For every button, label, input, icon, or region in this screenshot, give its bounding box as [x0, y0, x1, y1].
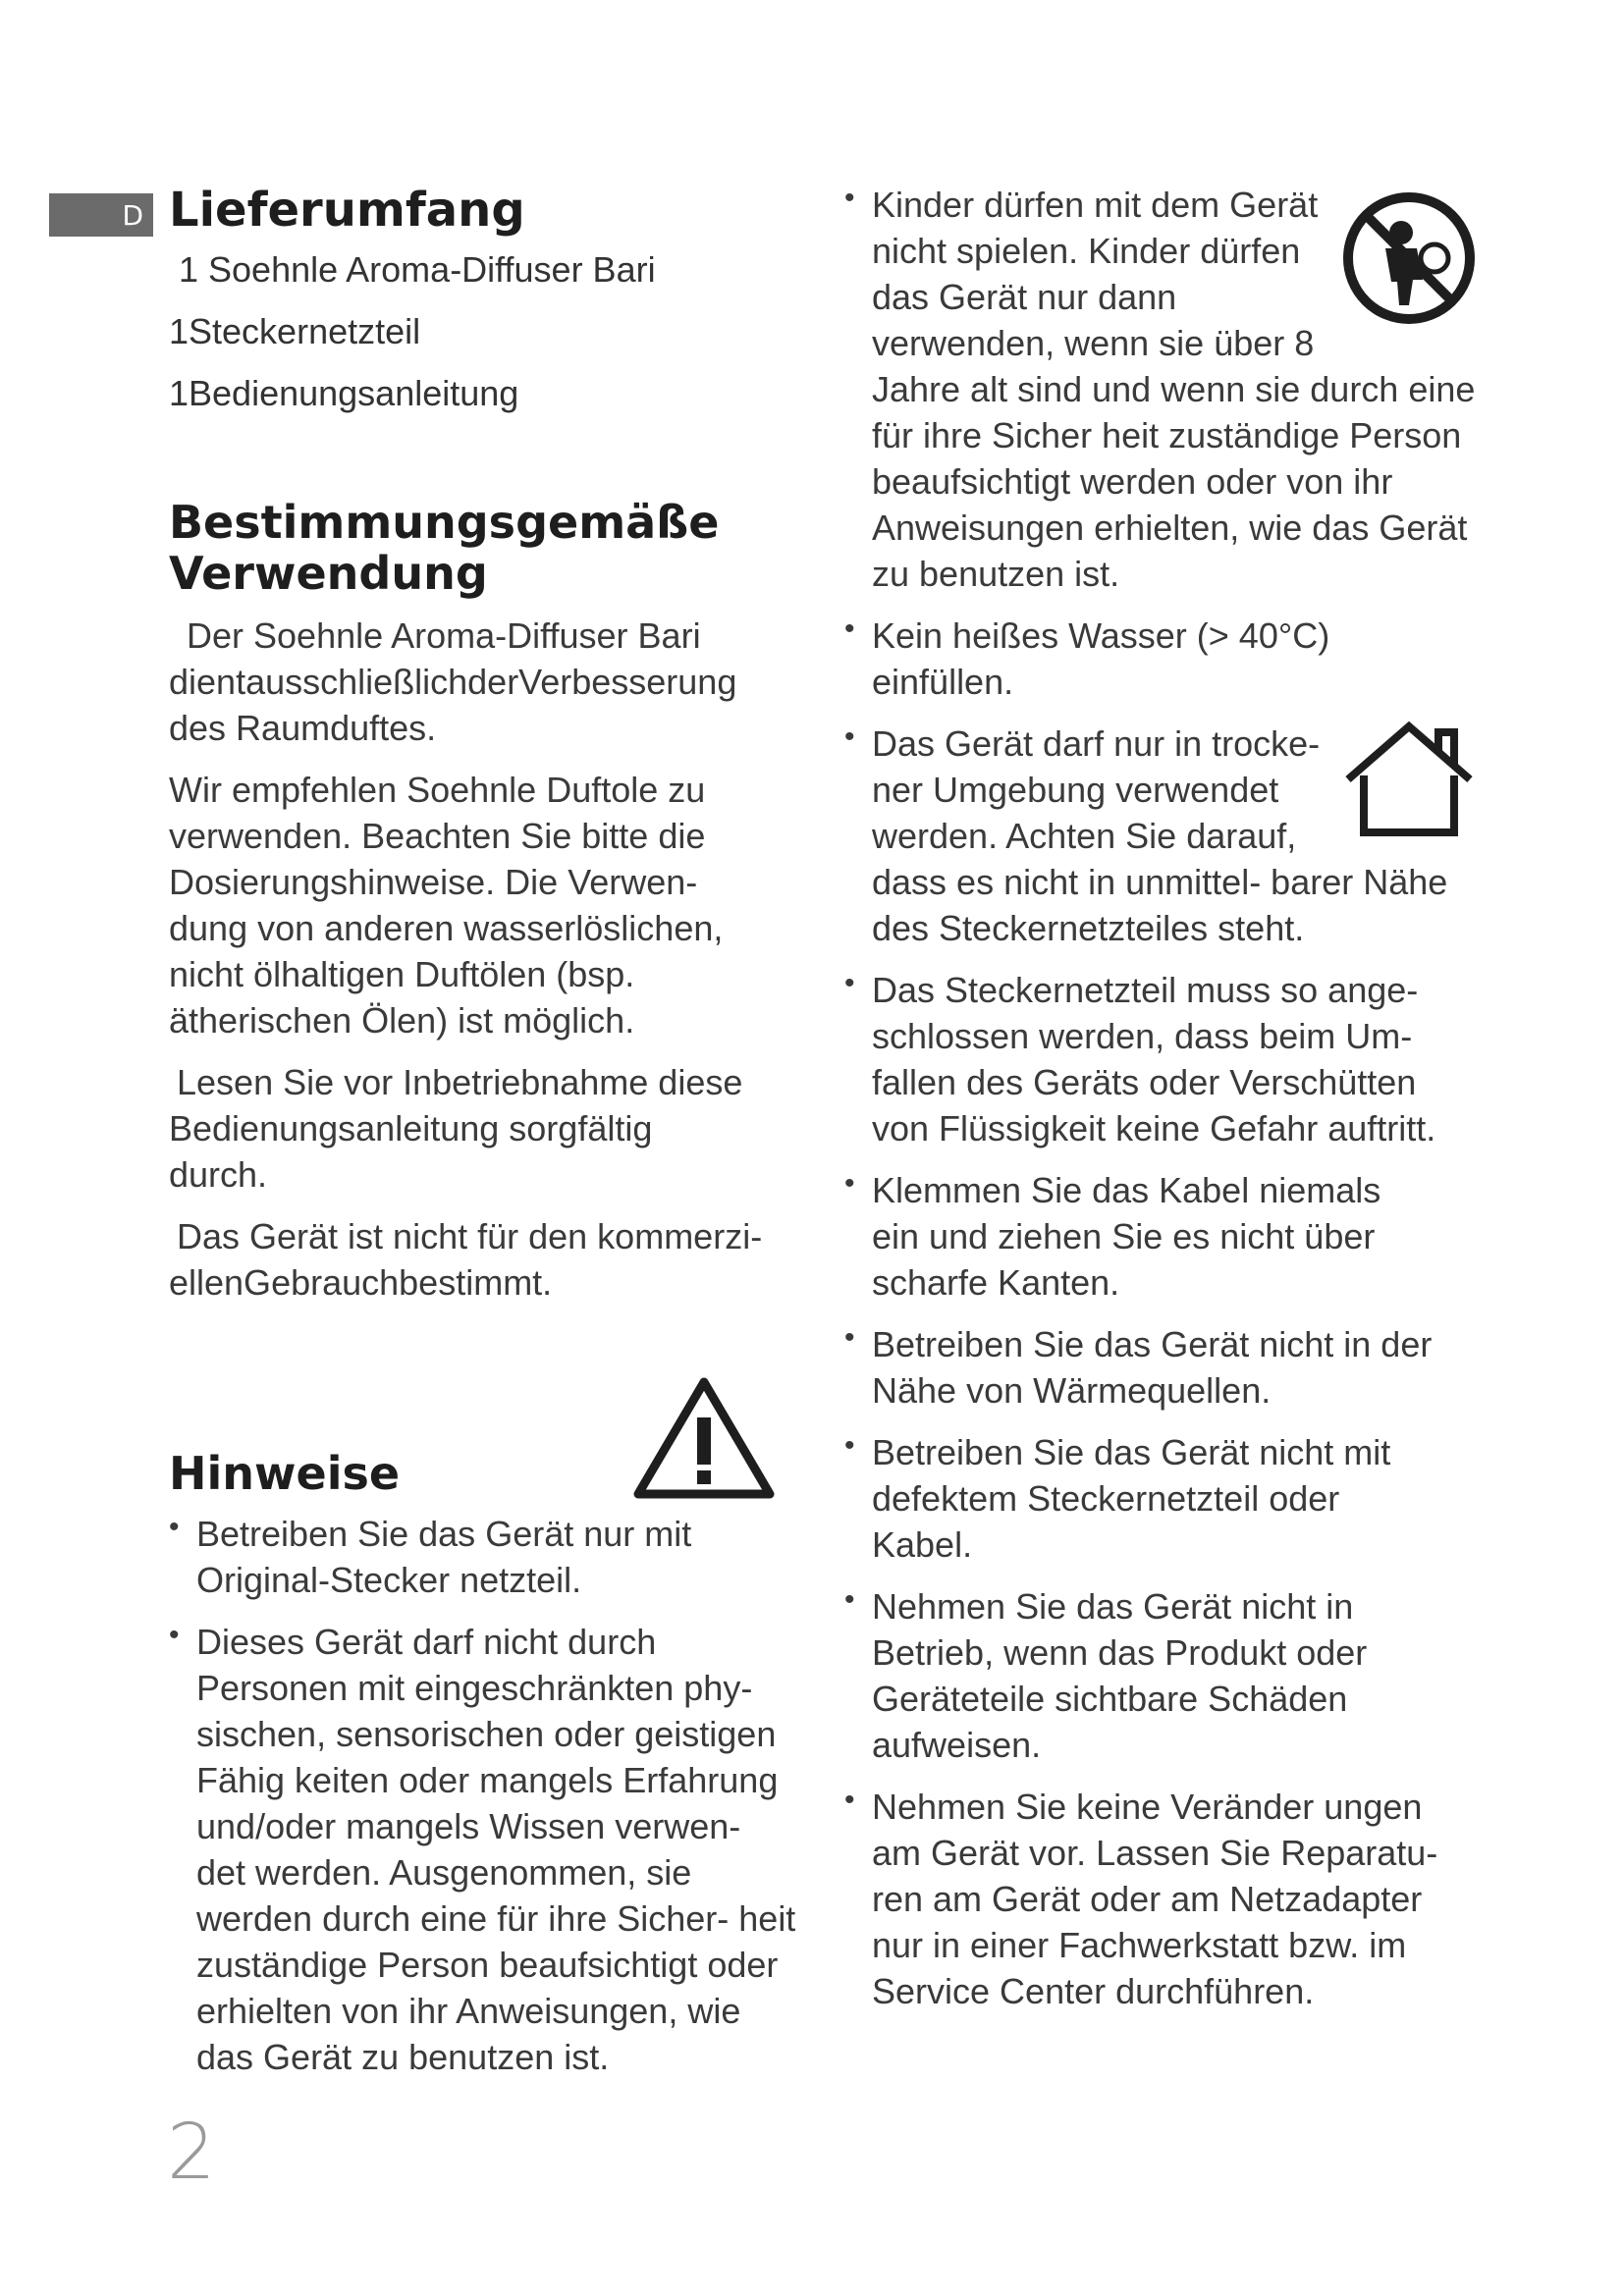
hinweise-heading-row [169, 1374, 797, 1507]
hinweis-bullet-text: • Kein heißes Wasser (> 40°C) einfüllen. [872, 615, 1330, 702]
hinweise-title: Hinweise [169, 1447, 401, 1500]
verwendung-title-line1: Bestimmungsgemäße [169, 496, 720, 549]
list-item: 1Bedienungsanleitung [169, 373, 519, 413]
left-column [169, 182, 797, 2080]
right-column [844, 182, 1478, 2014]
hinweis-bullet [844, 1429, 1478, 1568]
lieferumfang-title: Lieferumfang [169, 183, 525, 238]
verwendung-paragraph: Das Gerät ist nicht für den kommerzi- ellenGebrauchbestimmt. [169, 1216, 763, 1303]
verwendung-title [169, 497, 797, 599]
hinweis-bullet-text: • Kinder dürfen mit dem Gerät nicht spielen. Kinder dürfen das Gerät nur dann verwenden, wenn sie über 8 Jahre alt sind und wenn sie durch eine für ihre Sicher heit zuständige Person beaufsichtigt werden oder von ihr Anweisungen erhielten, wie das Gerät zu benutzen ist. [872, 185, 1476, 594]
hinweis-bullet [844, 1784, 1478, 2014]
list-item: 1 Soehnle Aroma-Diffuser Bari [179, 249, 656, 290]
hinweis-bullet-text: • Klemmen Sie das Kabel niemals ein und ziehen Sie es nicht über scharfe Kanten. [872, 1170, 1381, 1303]
hinweis-bullet-text: • Nehmen Sie das Gerät nicht in Betrieb, wenn das Produkt oder Geräteteile sichtbare Schäden aufweisen. [872, 1586, 1368, 1765]
hinweis-bullet [844, 182, 1478, 597]
verwendung-paragraph: Wir empfehlen Soehnle Duftole zu verwenden. Beachten Sie bitte die Dosierungshinweise. Die Verwen- dung von anderen wasserlöslichen, nicht ölhaltigen Duftölen (bsp. ätherischen Ölen) ist möglich. [169, 770, 724, 1041]
hinweis-bullet [844, 613, 1478, 705]
hinweis-bullet [844, 721, 1478, 951]
language-tab: D [49, 193, 153, 237]
hinweis-bullet [844, 1583, 1478, 1768]
list-item: 1Steckernetzteil [169, 311, 421, 351]
hinweis-bullet-text: • Das Steckernetzteil muss so ange- schlossen werden, dass beim Um- fallen des Geräts oder Verschütten von Flüssigkeit keine Gefahr auftritt. [872, 970, 1436, 1148]
hinweis-bullet-text: • Das Gerät darf nur in trocke- ner Umgebung verwendet werden. Achten Sie darauf, dass es nicht in unmittel- barer Nähe des Steckernetzteiles steht. [872, 723, 1448, 948]
hinweis-bullet [169, 1619, 797, 2080]
hinweis-bullet [844, 1167, 1478, 1306]
page-number: 2 [167, 2109, 216, 2197]
verwendung-title-line2: Verwendung [169, 547, 488, 600]
verwendung-paragraph: Der Soehnle Aroma-Diffuser Bari dientausschließlichderVerbesserung des Raumduftes. [169, 615, 737, 748]
no-children-icon [1340, 189, 1478, 332]
hinweis-bullet-text: • Nehmen Sie keine Veränder ungen am Gerät vor. Lassen Sie Reparatu- ren am Gerät oder am Netzadapter nur in einer Fachwerkstatt bzw. im Service Center durchführen. [872, 1787, 1438, 2011]
hinweis-bullet-text: • Betreiben Sie das Gerät nicht mit defektem Steckernetzteil oder Kabel. [872, 1432, 1391, 1565]
house-icon [1340, 719, 1478, 845]
hinweis-bullet-text: • Betreiben Sie das Gerät nicht in der Nähe von Wärmequellen. [872, 1324, 1433, 1411]
hinweis-bullet [844, 1321, 1478, 1414]
hinweis-bullet-text: • Dieses Gerät darf nicht durch Personen mit eingeschränkten phy- sischen, sensorischen oder geistigen Fähig keiten oder mangels Erfahrung und/oder mangels Wissen verwen- det werden. Ausgenommen, sie werden durch eine für ihre Sicher- heit zuständige Person beaufsichtigt oder erhielten von ihr Anweisungen, wie das Gerät zu benutzen ist. [196, 1622, 796, 2077]
verwendung-paragraph: Lesen Sie vor Inbetriebnahme diese Bedienungsanleitung sorgfältig durch. [169, 1062, 743, 1195]
warning-triangle-icon [630, 1374, 778, 1507]
hinweis-bullet-text: • Betreiben Sie das Gerät nur mit Original-Stecker netzteil. [196, 1514, 692, 1600]
hinweis-bullet [844, 967, 1478, 1151]
hinweis-bullet [169, 1511, 797, 1603]
